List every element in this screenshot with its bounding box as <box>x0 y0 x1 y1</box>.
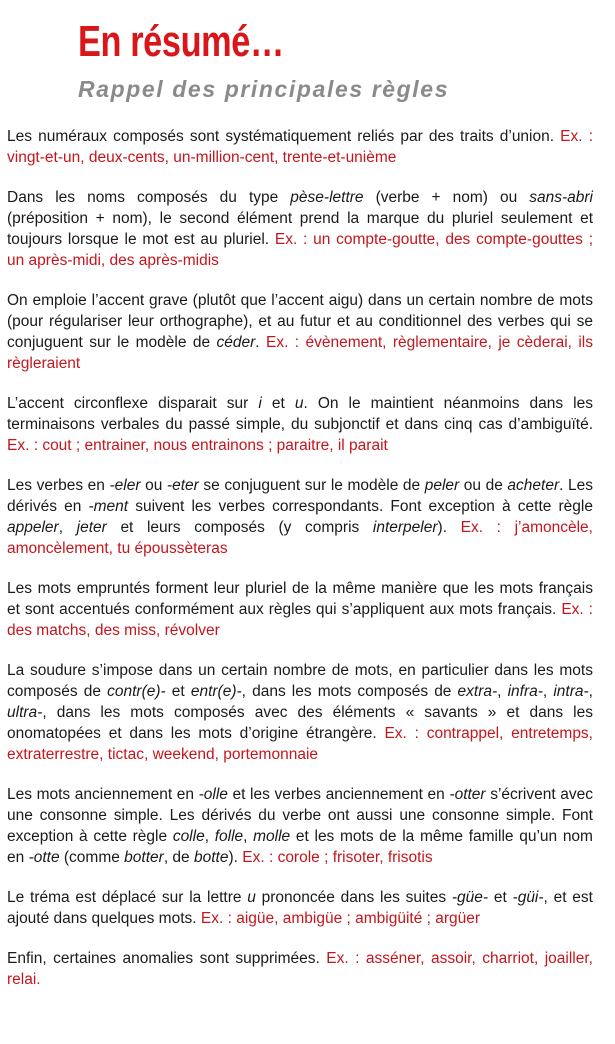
rule-text: ). <box>228 849 243 866</box>
rule-text: , de <box>163 849 194 866</box>
rule-text: L’accent circonflexe disparait sur <box>7 395 259 412</box>
rule-paragraph <box>7 290 593 374</box>
italic-term: molle <box>253 828 291 845</box>
rule-text: se conjuguent sur le modèle de <box>198 477 425 494</box>
italic-term: -eter <box>166 477 199 494</box>
rule-paragraph <box>7 784 593 868</box>
rule-text: Les mots empruntés forment leur pluriel de la même manière que les mots français et sont accentués conformément aux règles qui s’appliquent aux mots français. <box>7 580 593 618</box>
rule-text: prononcée dans les suites <box>255 889 452 906</box>
italic-term: i <box>258 395 262 412</box>
rule-paragraph <box>7 393 593 456</box>
italic-term: appeler <box>7 519 59 536</box>
italic-term: pèse-lettre <box>290 189 364 206</box>
rule-text: , et est ajouté dans quelques mots. <box>7 889 593 927</box>
example-text: Ex. : vingt-et-un, deux-cents, un-million-cent, trente-et-unième <box>7 128 593 166</box>
rules-list <box>7 126 593 1009</box>
italic-term: folle <box>214 828 244 845</box>
page-subtitle: Rappel des principales règles <box>78 76 450 102</box>
rule-text: On emploie l’accent grave (plutôt que l’accent aigu) dans un certain nombre de mots (pour régulariser leur orthographe), et au futur et au conditionnel des verbes qui se conjuguent sur le modèle de <box>7 292 593 351</box>
rule-text: . <box>255 334 266 351</box>
rule-text: ou de <box>459 477 508 494</box>
rule-paragraph <box>7 126 593 168</box>
rule-text: (verbe + nom) ou <box>363 189 530 206</box>
rule-text: , <box>204 828 215 845</box>
rule-text: (comme <box>59 849 125 866</box>
rule-text: La soudure s’impose dans un certain nombre de mots, en particulier dans les mots composés de <box>7 662 593 700</box>
rule-paragraph <box>7 660 593 765</box>
rule-text: et les mots de la même famille qu’un nom en <box>7 828 593 866</box>
italic-term: botter <box>124 849 164 866</box>
rule-text: ou <box>140 477 167 494</box>
italic-term: -otter <box>449 786 486 803</box>
rule-text: ). <box>437 519 461 536</box>
italic-term: -ment <box>88 498 129 515</box>
example-text: Ex. : un compte-goutte, des compte-gouttes ; un après-midi, des après-midis <box>7 231 593 269</box>
rule-text: , <box>58 519 77 536</box>
rule-text: s’écrivent avec une consonne simple. Les dérivés du verbe ont aussi une consonne simple. Font exception à cette règle <box>7 786 594 845</box>
rule-text: et <box>261 395 295 412</box>
rule-text: Dans les noms composés du type <box>7 189 291 206</box>
rule-paragraph <box>7 578 593 641</box>
rule-text: . Les dérivés en <box>7 477 593 515</box>
rule-text: et <box>165 683 191 700</box>
rule-text: , <box>497 683 508 700</box>
italic-term: -güi- <box>512 889 544 906</box>
rule-text: , dans les mots composés de <box>241 683 458 700</box>
rule-paragraph <box>7 887 593 929</box>
italic-term: ultra- <box>7 704 43 721</box>
example-text: Ex. : corole ; frisoter, frisotis <box>242 849 433 866</box>
rule-text: Enfin, certaines anomalies sont supprimées. <box>7 950 327 967</box>
italic-term: interpeler <box>372 519 438 536</box>
rule-text: et <box>488 889 513 906</box>
rule-text: Les numéraux composés sont systématiquement reliés par des traits d’union. <box>7 128 561 145</box>
italic-term: -güe- <box>451 889 489 906</box>
italic-term: -olle <box>198 786 228 803</box>
rule-text: Le tréma est déplacé sur la lettre <box>7 889 248 906</box>
rule-text: , <box>542 683 554 700</box>
italic-term: entr(e)- <box>190 683 242 700</box>
italic-term: sans-abri <box>529 189 593 206</box>
example-text: Ex. : contrappel, entretemps, extraterrestre, tictac, weekend, portemonnaie <box>7 725 593 763</box>
italic-term: colle <box>172 828 205 845</box>
italic-term: céder <box>216 334 256 351</box>
rule-text: et leurs composés (y compris <box>106 519 373 536</box>
italic-term: u <box>294 395 304 412</box>
example-text: Ex. : aigüe, ambigüe ; ambigüité ; argüer <box>200 910 481 927</box>
example-text: Ex. : asséner, assoir, charriot, joailler, relai. <box>7 950 593 988</box>
italic-term: extra- <box>457 683 498 700</box>
italic-term: -eler <box>109 477 141 494</box>
page-title: En résumé… <box>78 17 284 66</box>
italic-term: acheter <box>507 477 560 494</box>
rule-text: Les mots anciennement en <box>7 786 199 803</box>
rule-text: et les verbes anciennement en <box>227 786 450 803</box>
italic-term: jeter <box>76 519 107 536</box>
rule-text: . On le maintient néanmoins dans les terminaisons verbales du passé simple, du subjonctif et dans cinq cas d’ambiguïté. <box>7 395 593 433</box>
rule-text: Les verbes en <box>7 477 110 494</box>
rule-paragraph <box>7 187 593 271</box>
rule-text: , <box>588 683 593 700</box>
italic-term: infra- <box>507 683 543 700</box>
example-text: Ex. : j’amoncèle, amoncèlement, tu époussèteras <box>7 519 593 557</box>
rule-paragraph <box>7 948 593 990</box>
italic-term: botte <box>193 849 229 866</box>
rule-paragraph <box>7 475 593 559</box>
rule-text: , dans les mots composés avec des éléments « savants » et dans les onomatopées et dans les mots d’origine étrangère. <box>7 704 593 742</box>
italic-term: -otte <box>28 849 60 866</box>
rule-text: (préposition + nom), le second élément prend la marque du pluriel seulement et toujours lorsque le mot est au pluriel. <box>7 210 593 248</box>
italic-term: contr(e)- <box>107 683 166 700</box>
example-text: Ex. : évènement, règlementaire, je cèderai, ils règleraient <box>7 334 593 372</box>
italic-term: peler <box>424 477 460 494</box>
example-text: Ex. : cout ; entrainer, nous entrainons ; paraitre, il parait <box>7 437 388 454</box>
italic-term: intra- <box>553 683 589 700</box>
rule-text: , <box>243 828 254 845</box>
rule-text: suivent les verbes correspondants. Font exception à cette règle <box>128 498 593 515</box>
italic-term: u <box>247 889 256 906</box>
example-text: Ex. : des matchs, des miss, révolver <box>7 601 593 639</box>
